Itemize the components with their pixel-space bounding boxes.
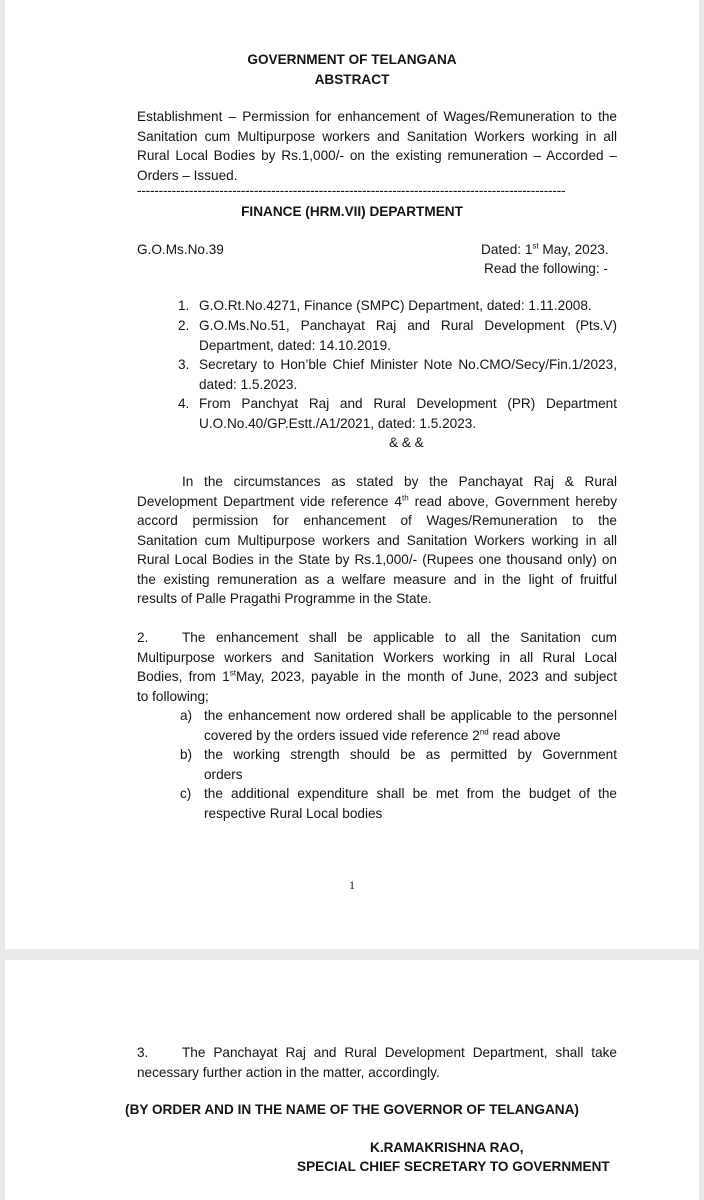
subject-paragraph <box>137 107 617 185</box>
reference-number: 4. <box>178 396 190 411</box>
subject-line: Establishment – Permission for enhancement of Wages/Remuneration to the <box>137 109 617 124</box>
condition-item: the enhancement now ordered shall be applicable to the personnel covered by the orders issued vide reference 2nd read above <box>204 708 617 743</box>
reference-item: From Panchyat Raj and Rural Development (PR) Department U.O.No.40/GP.Estt./A1/2021, dated: 1.5.2023. <box>199 396 617 431</box>
document-page-1 <box>5 0 699 949</box>
paragraph-1: In the circumstances as stated by the Panchayat Raj & Rural Development Department vide reference 4th read above, Government hereby accord permission for enhancement of Wages/Remuneration to the Sanitation cum Multipurpose workers and Sanitation Workers working in all Rural Local Bodies in the State by Rs.1,000/- (Rupees one thousand only) on the existing remuneration as a welfare measure and in the light of fruitful results of Palle Pragathi Programme in the State. <box>137 474 618 606</box>
reference-item: G.O.Ms.No.51, Panchayat Raj and Rural Development (Pts.V) Department, dated: 14.10.2019. <box>199 318 617 353</box>
reference-number: 2. <box>178 318 190 333</box>
by-order-line: (BY ORDER AND IN THE NAME OF THE GOVERNOR OF TELANGANA) <box>125 1102 579 1117</box>
ampersand-separator: & & & <box>389 435 424 450</box>
paragraph-2: The enhancement shall be applicable to all the Sanitation cum Multipurpose workers and Sanitation Workers working in all Rural Local Bodies, from 1stMay, 2023, payable in the month of June, 2023 and subject to following; <box>137 630 617 704</box>
page-number: 1 <box>349 878 355 892</box>
paragraph-3: The Panchayat Raj and Rural Development Department, shall take necessary further action in the matter, accordingly. <box>137 1045 617 1080</box>
order-date: Dated: 1st May, 2023. <box>481 241 609 257</box>
document-page-2 <box>5 960 699 1200</box>
separator-line: --------------------------------------------------------------------------------------------------- <box>137 183 566 198</box>
paragraph-3-number: 3. <box>137 1045 149 1060</box>
signatory-title: SPECIAL CHIEF SECRETARY TO GOVERNMENT <box>297 1159 610 1174</box>
go-number: G.O.Ms.No.39 <box>137 242 224 257</box>
read-the-following: Read the following: - <box>484 261 608 276</box>
department-heading: FINANCE (HRM.VII) DEPARTMENT <box>241 204 463 219</box>
subject-line: Orders – Issued. <box>137 167 238 183</box>
abstract-heading: ABSTRACT <box>314 72 390 87</box>
condition-item: the additional expenditure shall be met from the budget of the respective Rural Local bodies <box>204 786 617 821</box>
government-heading: GOVERNMENT OF TELANGANA <box>247 52 457 67</box>
condition-label: c) <box>180 786 192 801</box>
para1-line-2: Development Department vide reference 4th read above, Government hereby <box>137 492 618 509</box>
reference-item: G.O.Rt.No.4271, Finance (SMPC) Department, dated: 1.11.2008. <box>199 298 592 313</box>
reference-item: Secretary to Hon’ble Chief Minister Note No.CMO/Secy/Fin.1/2023, dated: 1.5.2023. <box>199 357 617 392</box>
paragraph-2-number: 2. <box>137 630 149 645</box>
condition-item: the working strength should be as permitted by Government orders <box>204 747 617 782</box>
subject-line: Sanitation cum Multipurpose workers and Sanitation Workers working in all <box>137 128 617 144</box>
reference-number: 3. <box>178 357 190 372</box>
reference-number: 1. <box>178 298 190 313</box>
condition-label: a) <box>180 708 193 723</box>
para2-line-3: Bodies, from 1stMay, 2023, payable in the month of June, 2023 and subject <box>137 668 617 684</box>
signatory-name: K.RAMAKRISHNA RAO, <box>370 1140 524 1155</box>
condition-label: b) <box>180 747 193 762</box>
subject-line: Rural Local Bodies by Rs.1,000/- on the existing remuneration – Accorded – <box>137 148 617 163</box>
